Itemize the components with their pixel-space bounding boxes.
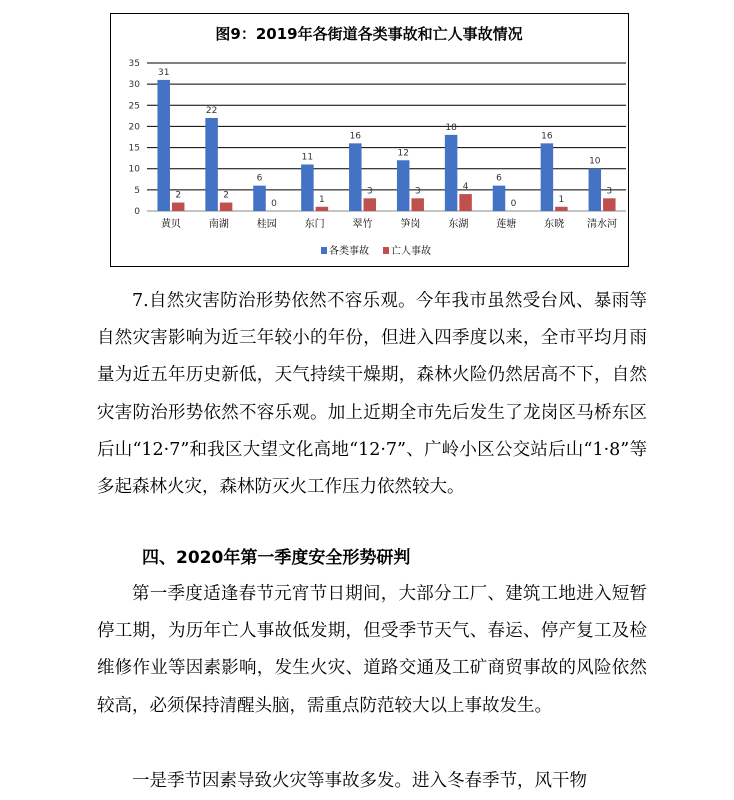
bar xyxy=(157,80,170,211)
data-label: 0 xyxy=(510,199,517,209)
category-label: 东湖 xyxy=(448,219,469,230)
data-label: 0 xyxy=(271,199,277,209)
data-label: 1 xyxy=(558,194,565,205)
data-label: 1 xyxy=(319,194,325,205)
data-label: 6 xyxy=(496,173,502,184)
paragraph-seasonal-factors: 一是季节因素导致火灾等事故多发。进入冬春季节，风干物 xyxy=(132,771,587,791)
data-label: 11 xyxy=(301,152,314,163)
category-label: 桂园 xyxy=(256,219,277,230)
data-label: 2 xyxy=(175,190,182,201)
category-label: 东门 xyxy=(304,219,325,230)
data-label: 3 xyxy=(366,186,373,197)
bar xyxy=(205,118,218,211)
y-tick-label: 35 xyxy=(128,59,140,69)
legend-swatch xyxy=(321,247,327,254)
bar xyxy=(589,169,602,211)
data-label: 22 xyxy=(205,105,218,116)
paragraph-q1-overview: 第一季度适逢春节元宵节日期间，大部分工厂、建筑工地进入短暂停工期，为历年亡人事故低发期，但受季节天气、春运、停产复工及检维修作业等因素影响，发生火灾、道路交通及工矿商贸事故的风险依然较高，必须保持清醒头脑，需重点防范较大以上事故发生。 xyxy=(97,584,647,716)
data-label: 3 xyxy=(414,186,421,197)
category-label: 清水河 xyxy=(587,219,618,230)
bar xyxy=(541,143,554,211)
bar xyxy=(301,164,314,211)
y-tick-label: 15 xyxy=(128,143,140,154)
data-label: 16 xyxy=(541,131,553,142)
legend-label: 亡人事故 xyxy=(391,246,431,257)
legend-swatch xyxy=(383,247,389,254)
bar xyxy=(603,198,616,211)
data-label: 4 xyxy=(462,182,469,193)
bar xyxy=(555,207,568,211)
y-tick-label: 10 xyxy=(128,164,140,175)
bar xyxy=(364,198,377,211)
bar xyxy=(445,135,458,211)
y-tick-label: 30 xyxy=(128,80,140,91)
category-label: 黄贝 xyxy=(160,219,181,230)
category-label: 莲塘 xyxy=(496,219,517,230)
data-label: 10 xyxy=(589,156,601,167)
bar xyxy=(316,207,329,211)
legend-label: 各类事故 xyxy=(329,246,369,257)
bar xyxy=(411,198,424,211)
data-label: 18 xyxy=(445,122,457,133)
data-label: 16 xyxy=(349,131,362,142)
bar xyxy=(253,186,266,211)
category-label: 笋岗 xyxy=(400,219,421,230)
category-label: 南湖 xyxy=(208,219,229,230)
category-label: 东晓 xyxy=(544,219,565,230)
section-heading-q1-outlook: 四、2020年第一季度安全形势研判 xyxy=(142,548,411,568)
chart-title: 图9：2019年各街道各类事故和亡人事故情况 xyxy=(215,25,523,43)
bar xyxy=(349,143,362,211)
y-tick-label: 25 xyxy=(128,101,140,112)
data-label: 31 xyxy=(157,67,170,78)
bar xyxy=(459,194,472,211)
category-label: 翠竹 xyxy=(352,219,373,230)
chart-container xyxy=(110,13,629,267)
y-tick-label: 20 xyxy=(128,122,140,133)
data-label: 2 xyxy=(223,190,229,201)
bar xyxy=(220,203,233,211)
paragraph-natural-disaster: 7.自然灾害防治形势依然不容乐观。今年我市虽然受台风、暴雨等自然灾害影响为近三年较小的年份，但进入四季度以来，全市平均月雨量为近五年历史新低，天气持续干燥期，森林火险仍然居高不下，自然灾害防治形势依然不容乐观。加上近期全市先后发生了龙岗区马桥东区后山“12·7”和我区大望文化高地“12·7”、广岭小区公交站后山“1·8”等多起森林火灾，森林防灭火工作压力依然较大。 xyxy=(97,291,647,498)
data-label: 6 xyxy=(256,173,263,184)
bar xyxy=(397,160,410,211)
bar xyxy=(172,203,185,211)
bar xyxy=(493,186,506,211)
y-tick-label: 5 xyxy=(134,185,140,196)
y-tick-label: 0 xyxy=(134,207,140,217)
data-label: 3 xyxy=(606,186,613,197)
bar-chart xyxy=(111,14,628,266)
data-label: 12 xyxy=(397,148,409,159)
